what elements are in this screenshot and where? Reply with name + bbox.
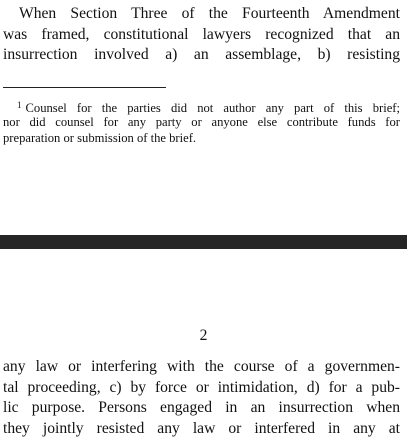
page-break-divider bbox=[0, 235, 407, 249]
body-paragraph bbox=[3, 4, 400, 66]
body-line: tal proceeding, c) by force or intimidation, d) for a pub- bbox=[3, 378, 400, 399]
body-line: lic purpose. Persons engaged in an insurrection when bbox=[3, 398, 400, 419]
footnote-text: Counsel for the parties did not author any part of this brief; bbox=[26, 101, 401, 115]
footnote-line: preparation or submission of the brief. bbox=[3, 130, 400, 147]
body-line: any law or interfering with the course of a governmen- bbox=[3, 357, 400, 378]
footnote-marker: 1 bbox=[17, 100, 22, 110]
footnote-separator bbox=[3, 87, 166, 88]
page-number: 2 bbox=[0, 326, 407, 346]
footnote-line: nor did counsel for any party or anyone else contribute funds for bbox=[3, 114, 400, 131]
body-line: When Section Three of the Fourteenth Amendment bbox=[3, 4, 400, 25]
footnote bbox=[3, 97, 400, 147]
body-paragraph bbox=[3, 357, 400, 439]
footnote-line bbox=[3, 97, 400, 114]
body-line: insurrection involved a) an assemblage, b) resisting bbox=[3, 45, 400, 66]
body-line: was framed, constitutional lawyers recognized that an bbox=[3, 25, 400, 46]
body-line: they jointly resisted any law or interfered in any at bbox=[3, 419, 400, 439]
